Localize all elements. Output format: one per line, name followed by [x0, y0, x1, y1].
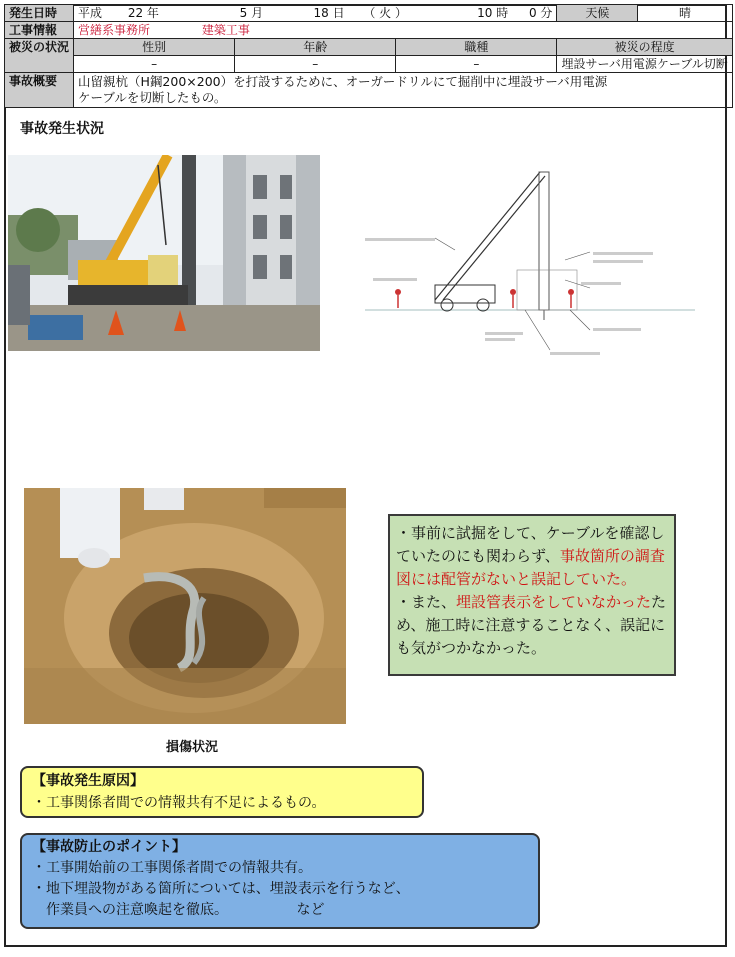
- damage-label: 被災の状況: [5, 39, 74, 73]
- photo-caption: 損傷状況: [166, 740, 219, 755]
- date-value: [74, 5, 557, 22]
- site-diagram-image: [335, 160, 705, 375]
- note-text-1: ・事前に試掘をして、ケーブルを確認していたのにも関わらず、: [396, 524, 665, 565]
- row-date: [5, 5, 733, 22]
- minute: 0 分: [528, 6, 553, 20]
- summary-value: [74, 73, 733, 108]
- cause-title: 【事故発生原因】: [32, 773, 144, 789]
- col-job: 職種: [396, 39, 557, 56]
- site-photo: [8, 155, 320, 351]
- weather-label: 天候: [557, 5, 638, 22]
- day: 18 日: [313, 6, 345, 20]
- prevention-box: [20, 833, 540, 929]
- date-label: 発生日時: [5, 5, 74, 22]
- cause-box: [20, 766, 424, 818]
- header-table: [4, 4, 733, 108]
- hour: 10 時: [477, 6, 509, 20]
- work-type: 建築工事: [201, 23, 250, 37]
- prevention-line-1: ・工事開始前の工事関係者間での情報共有。: [32, 860, 312, 876]
- prevention-line-3-wrap: [32, 900, 528, 921]
- summary-line-1: 山留親杭（H鋼200×200）を打設するために、オーガードリルにて掘削中に埋設サーバ用電源: [78, 74, 608, 89]
- row-summary: [5, 73, 733, 108]
- prevention-line-3: 作業員への注意喚起を徹底。: [46, 902, 228, 918]
- val-age: –: [235, 56, 396, 73]
- damage-photo-image: [24, 488, 346, 724]
- note-text-1-highlight: 事故箇所の調査図には配管がないと誤記していた。: [396, 547, 665, 588]
- office: 営繕系事務所: [78, 23, 151, 37]
- prevention-line-2: ・地下埋設物がある箇所については、埋設表示を行うなど、: [32, 881, 410, 897]
- cause-line: ・工事関係者間での情報共有不足によるもの。: [32, 795, 326, 811]
- row-damage-values: [5, 56, 733, 73]
- section-title: 事故発生状況: [20, 121, 104, 137]
- work-value: [74, 22, 733, 39]
- damage-photo: [24, 488, 346, 724]
- site-photo-image: [8, 155, 320, 351]
- site-diagram: [335, 160, 705, 375]
- weekday: （ 火 ）: [363, 6, 407, 20]
- work-label: 工事情報: [5, 22, 74, 39]
- note-box: [388, 514, 676, 676]
- summary-line-2: ケーブルを切断したもの。: [78, 90, 227, 105]
- col-sex: 性別: [74, 39, 235, 56]
- col-age: 年齢: [235, 39, 396, 56]
- note-text-2: ・また、: [396, 593, 457, 611]
- note-text-2-highlight: 埋設管表示をしていなかった: [456, 593, 652, 611]
- row-work: [5, 22, 733, 39]
- weather-value: 晴: [638, 5, 733, 22]
- summary-label: 事故概要: [5, 73, 74, 108]
- col-degree: 被災の程度: [557, 39, 732, 56]
- val-sex: –: [74, 56, 235, 73]
- month: 5 月: [239, 6, 264, 20]
- val-degree: 埋設サーバ用電源ケーブル切断: [557, 56, 732, 73]
- year: 22 年: [127, 6, 159, 20]
- row-damage-head: [5, 39, 733, 56]
- prevention-line-3-tail: など: [296, 902, 325, 918]
- note-text-2-tail: ため、施工時に注意することなく、誤記にも気がつかなかった。: [396, 593, 667, 657]
- era: 平成: [78, 6, 103, 20]
- val-job: –: [396, 56, 557, 73]
- prevention-title: 【事故防止のポイント】: [32, 839, 186, 855]
